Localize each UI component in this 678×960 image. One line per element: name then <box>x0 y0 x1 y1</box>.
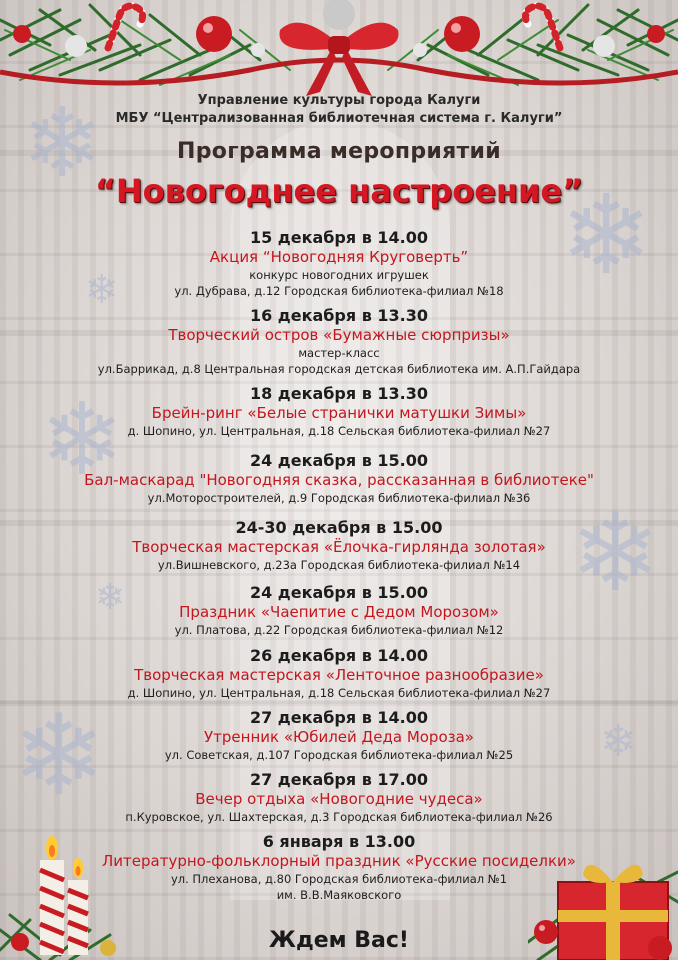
closing-message: Ждем Вас! <box>269 928 409 953</box>
event-date: 27 декабря в 17.00 <box>249 770 429 789</box>
snowflake-icon: ❄ <box>40 381 124 498</box>
program-title: “Новогоднее настроение” <box>94 172 584 210</box>
event-name: Брейн-ринг «Белые странички матушки Зимы» <box>151 404 527 422</box>
event-address: ул. Платова, д.22 Городская библиотека-филиал №12 <box>174 623 504 637</box>
event-item <box>0 708 678 767</box>
snowflake-icon: ❄ <box>560 171 653 299</box>
event-address: ул. Дубрава, д.12 Городская библиотека-филиал №18 <box>174 284 504 298</box>
snowflake-icon: ❄ <box>95 577 126 618</box>
event-name: Творческий остров «Бумажные сюрпризы» <box>168 326 510 344</box>
event-date: 27 декабря в 14.00 <box>249 708 429 727</box>
snowflake-icon: ❄ <box>600 716 637 767</box>
event-item <box>0 384 678 439</box>
event-item <box>0 306 678 377</box>
event-address-line-2: им. В.В.Маяковского <box>276 888 402 902</box>
event-address: ул.Баррикад, д.8 Центральная городская детская библиотека им. А.П.Гайдара <box>97 362 581 376</box>
event-name: Литературно-фольклорный праздник «Русские посиделки» <box>102 852 576 870</box>
snowflake-icon: ❄ <box>570 491 661 616</box>
event-address: ул. Советская, д.107 Городская библиотека-филиал №25 <box>164 748 514 762</box>
event-date: 6 января в 13.00 <box>262 832 416 851</box>
gift-box-icon <box>528 852 678 960</box>
event-name: Творческая мастерская «Ёлочка-гирлянда золотая» <box>132 538 546 556</box>
pine-garland <box>0 0 678 100</box>
organization-line-1: Управление культуры города Калуги <box>197 93 481 108</box>
event-address: ул. Плеханова, д.80 Городская библиотека-филиал №1 <box>170 872 508 886</box>
organization-line-2: МБУ “Централизованная библиотечная система г. Калуги” <box>115 111 563 126</box>
red-bow-icon <box>279 0 398 96</box>
event-date: 16 декабря в 13.30 <box>249 306 429 325</box>
event-name: Вечер отдыха «Новогодние чудеса» <box>195 790 483 808</box>
event-address: п.Куровское, ул. Шахтерская, д.3 Городская библиотека-филиал №26 <box>125 810 553 824</box>
event-item <box>0 228 678 299</box>
event-item <box>0 451 678 506</box>
event-item <box>0 518 678 573</box>
event-date: 24 декабря в 15.00 <box>249 583 429 602</box>
event-name: Утренник «Юбилей Деда Мороза» <box>204 728 474 746</box>
event-address: д. Шопино, ул. Центральная, д.18 Сельская библиотека-филиал №27 <box>127 686 551 700</box>
event-date: 18 декабря в 13.30 <box>249 384 429 403</box>
event-address: ул.Вишневского, д.23а Городская библиотека-филиал №14 <box>157 558 521 572</box>
candy-cane-icon <box>525 6 560 48</box>
event-item <box>0 770 678 825</box>
event-date: 24-30 декабря в 15.00 <box>235 518 443 537</box>
event-detail: конкурс новогодних игрушек <box>249 268 429 282</box>
events-list <box>0 228 678 910</box>
event-item <box>0 583 678 638</box>
event-date: 24 декабря в 15.00 <box>249 451 429 470</box>
event-date: 26 декабря в 14.00 <box>249 646 429 665</box>
candle-icon <box>0 820 140 960</box>
event-name: Праздник «Чаепитие с Дедом Морозом» <box>179 603 499 621</box>
event-address: ул.Моторостроителей, д.9 Городская библиотека-филиал №36 <box>147 491 531 505</box>
event-name: Бал-маскарад "Новогодняя сказка, рассказанная в библиотеке" <box>84 471 594 489</box>
event-name: Творческая мастерская «Ленточное разнообразие» <box>134 666 544 684</box>
program-heading: Программа мероприятий <box>177 139 501 164</box>
snowflake-icon: ❄ <box>85 267 119 313</box>
event-date: 15 декабря в 14.00 <box>249 228 429 247</box>
event-name: Акция “Новогодняя Круговерть” <box>209 248 469 266</box>
event-detail: мастер-класс <box>298 346 380 360</box>
event-item <box>0 646 678 701</box>
event-address: д. Шопино, ул. Центральная, д.18 Сельская библиотека-филиал №27 <box>127 424 551 438</box>
snowflake-icon: ❄ <box>12 691 106 821</box>
snowflake-icon: ❄ <box>22 87 103 199</box>
